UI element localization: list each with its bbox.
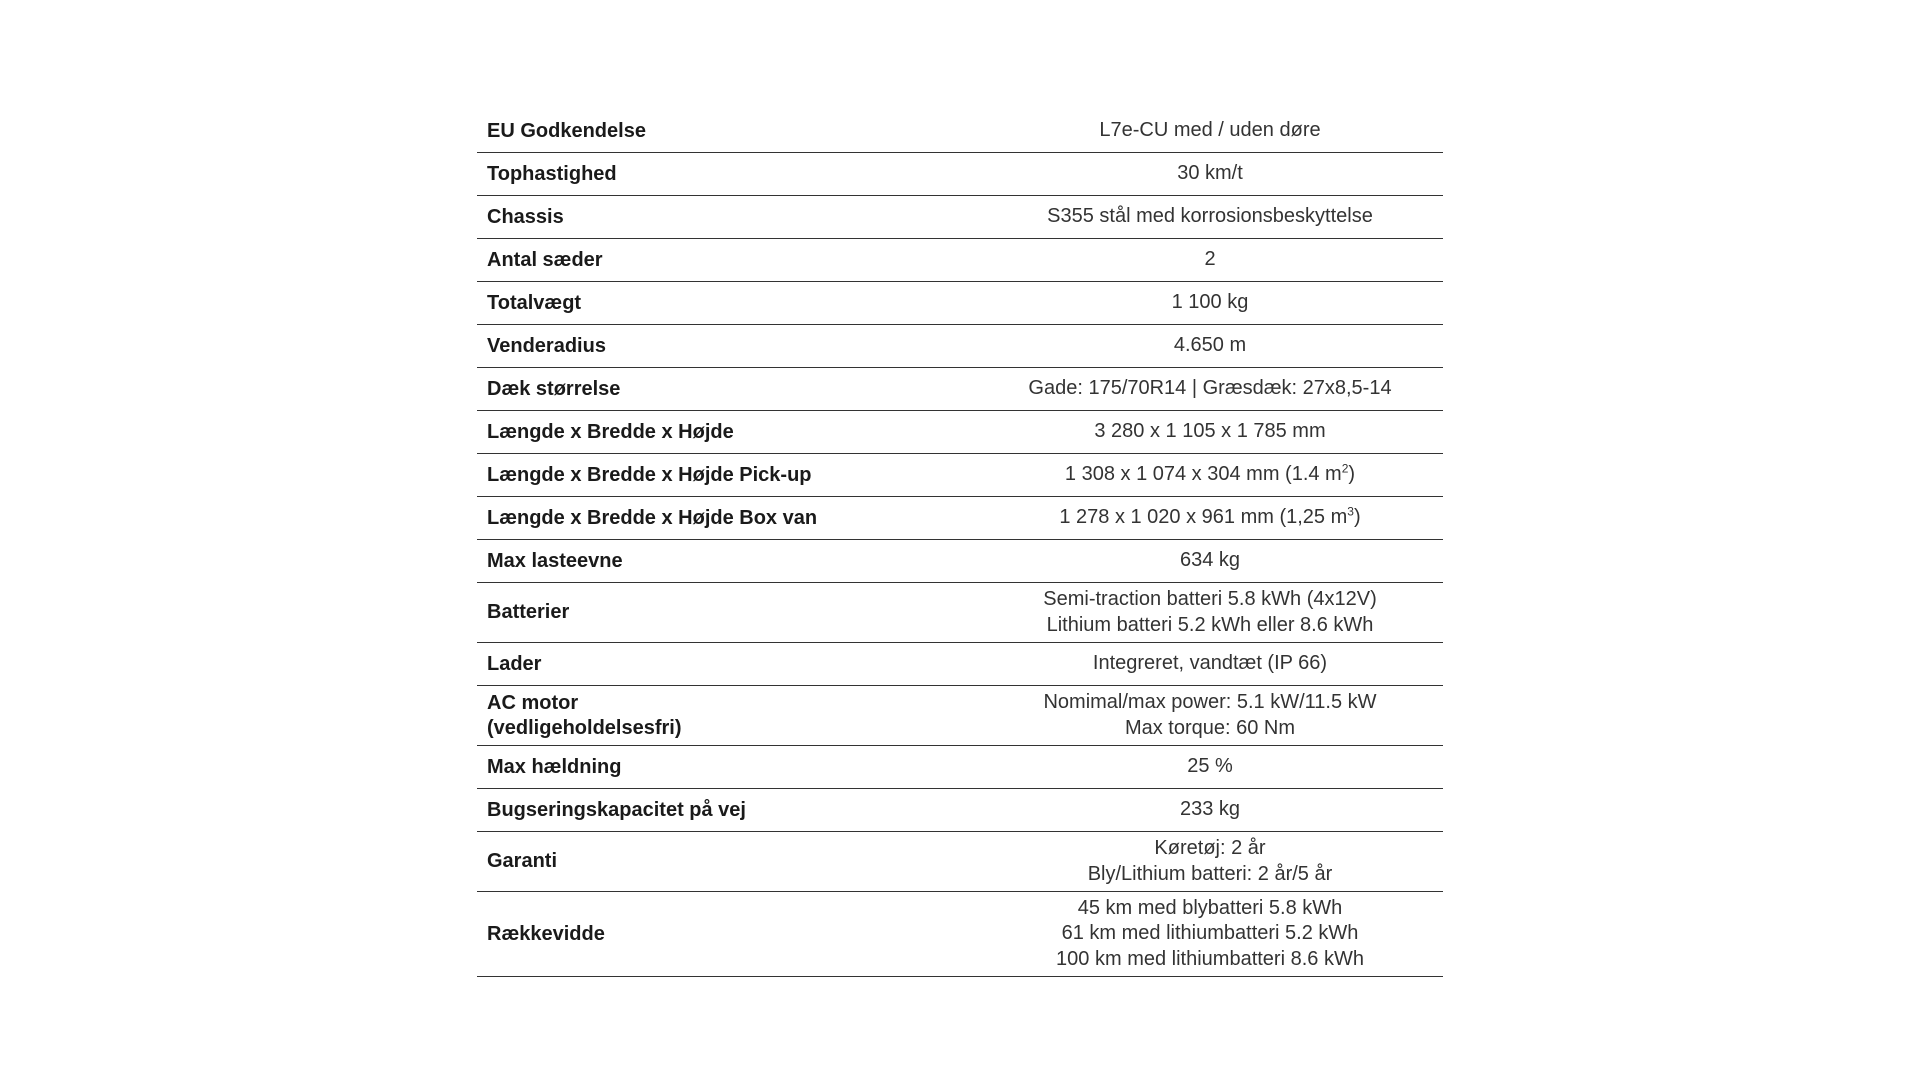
row-label: Tophastighed [487, 162, 617, 185]
row-label: Bugseringskapacitet på vej [487, 798, 746, 821]
row-label: Antal sæder [487, 248, 603, 271]
row-value: 3 280 x 1 105 x 1 785 mm [1094, 420, 1326, 443]
table-row [477, 686, 1443, 746]
row-value: Integreret, vandtæt (IP 66) [1092, 652, 1328, 675]
table-row [477, 196, 1443, 239]
table-row [477, 325, 1443, 368]
row-value: 634 kg [1179, 549, 1241, 572]
table-row [477, 411, 1443, 454]
table-row [477, 282, 1443, 325]
row-label: Længde x Bredde x Højde [487, 420, 734, 443]
table-row [477, 454, 1443, 497]
row-value: 1 278 x 1 020 x 961 mm (1,25 $m^3$) [1059, 504, 1361, 529]
spec-table [477, 110, 1443, 977]
row-value: 25 % [1187, 755, 1233, 778]
row-label: Max lasteevne [487, 549, 623, 572]
row-value: 2 [1204, 248, 1216, 271]
row-value: L7e-CU med / uden døre [1099, 119, 1321, 142]
row-label: Totalvægt [487, 291, 582, 314]
table-row [477, 583, 1443, 643]
table-row [477, 110, 1443, 153]
row-value: S355 stål med korrosionsbeskyttelse [1047, 205, 1373, 228]
row-value: Køretøj: 2 år Bly/Lithium batteri: 2 år/5 år [1087, 837, 1333, 885]
row-label: Max hældning [487, 755, 622, 778]
row-label: Venderadius [487, 334, 606, 357]
row-label: Lader [487, 652, 542, 675]
table-row [477, 892, 1443, 977]
table-row [477, 540, 1443, 583]
row-value: 233 kg [1179, 798, 1241, 821]
row-value: Semi-traction batteri 5.8 kWh (4x12V) Lithium batteri 5.2 kWh eller 8.6 kWh [1043, 588, 1377, 636]
table-row [477, 239, 1443, 282]
row-label: Dæk størrelse [487, 377, 621, 400]
row-value: 4.650 m [1173, 334, 1247, 357]
table-row [477, 789, 1443, 832]
row-value: 30 km/t [1177, 162, 1243, 185]
row-label: AC motor (vedligeholdelsesfri) [487, 691, 682, 739]
row-label: Batterier [487, 601, 570, 623]
table-row [477, 497, 1443, 540]
row-value: Gade: 175/70R14 | Græsdæk: 27x8,5-14 [1028, 377, 1392, 400]
row-label: Længde x Bredde x Højde Box van [487, 506, 818, 529]
row-label: Garanti [487, 850, 558, 872]
table-row [477, 153, 1443, 196]
row-label: Rækkevidde [487, 922, 605, 945]
row-label: EU Godkendelse [487, 119, 646, 142]
row-value: 1 308 x 1 074 x 304 mm (1.4 $m^2$) [1064, 461, 1356, 486]
table-row [477, 643, 1443, 686]
row-label: Chassis [487, 205, 564, 228]
row-label: Længde x Bredde x Højde Pick-up [487, 463, 812, 486]
row-value: Nomimal/max power: 5.1 kW/11.5 kW Max torque: 60 Nm [1043, 691, 1377, 739]
table-row [477, 832, 1443, 892]
table-row [477, 746, 1443, 789]
table-row [477, 368, 1443, 411]
row-value: 1 100 kg [1171, 291, 1249, 314]
row-value: 45 km med blybatteri 5.8 kWh 61 km med lithiumbatteri 5.2 kWh 100 km med lithiumbatteri 8.6 kWh [1056, 896, 1364, 970]
